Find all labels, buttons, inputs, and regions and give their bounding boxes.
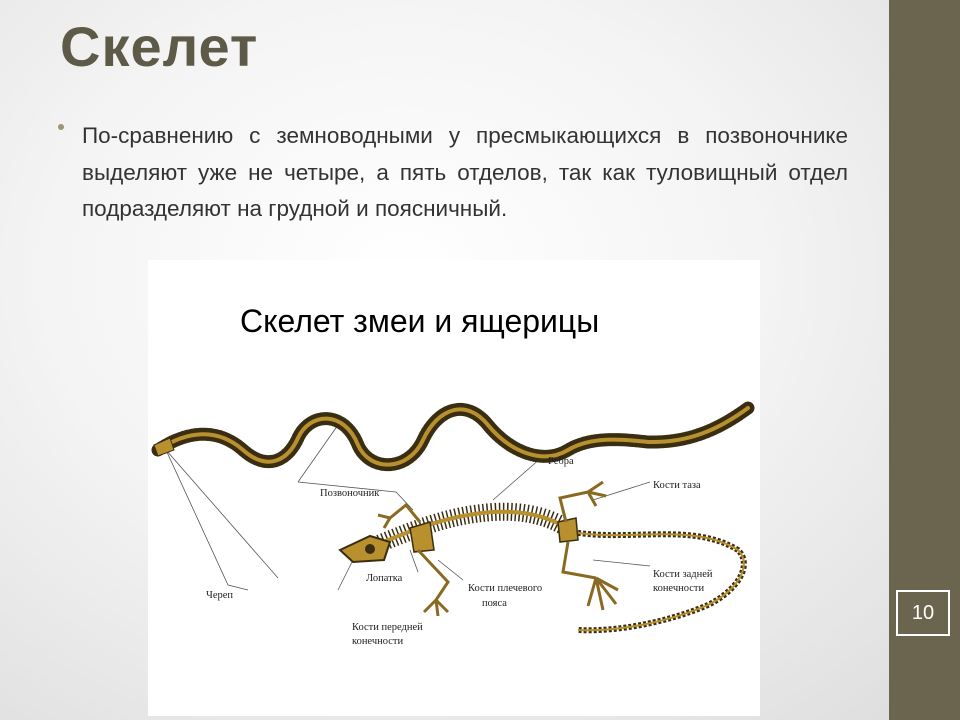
label-shoulder-1: Кости плечевого bbox=[468, 583, 543, 594]
label-ribs: Ребра bbox=[548, 456, 574, 467]
label-shoulder-2: пояса bbox=[482, 598, 507, 609]
snake-skeleton bbox=[154, 408, 748, 465]
label-pelvis: Кости таза bbox=[653, 480, 701, 491]
lizard-skeleton bbox=[340, 482, 744, 630]
label-hindlimb-2: конечности bbox=[653, 583, 705, 594]
page-number: 10 bbox=[896, 590, 950, 636]
skeleton-figure bbox=[148, 260, 760, 716]
label-skull: Череп bbox=[206, 590, 234, 601]
label-forelimb-1: Кости передней bbox=[352, 622, 423, 633]
skeleton-illustration bbox=[148, 260, 760, 716]
label-hindlimb-1: Кости задней bbox=[653, 569, 713, 580]
label-forelimb-2: конечности bbox=[352, 636, 404, 647]
bullet-text: По-сравнению с земноводными у пресмыкающихся в позвоночнике выделяют уже не четыре, а пять отделов, так как туловищный отдел подразделяют на грудной и поясничный. bbox=[82, 123, 848, 221]
label-spine: Позвоночник bbox=[320, 488, 380, 499]
bullet-icon bbox=[58, 124, 64, 130]
figure-title: Скелет змеи и ящерицы bbox=[240, 303, 600, 339]
label-scapula: Лопатка bbox=[366, 573, 403, 584]
slide-title: Скелет bbox=[60, 15, 259, 78]
